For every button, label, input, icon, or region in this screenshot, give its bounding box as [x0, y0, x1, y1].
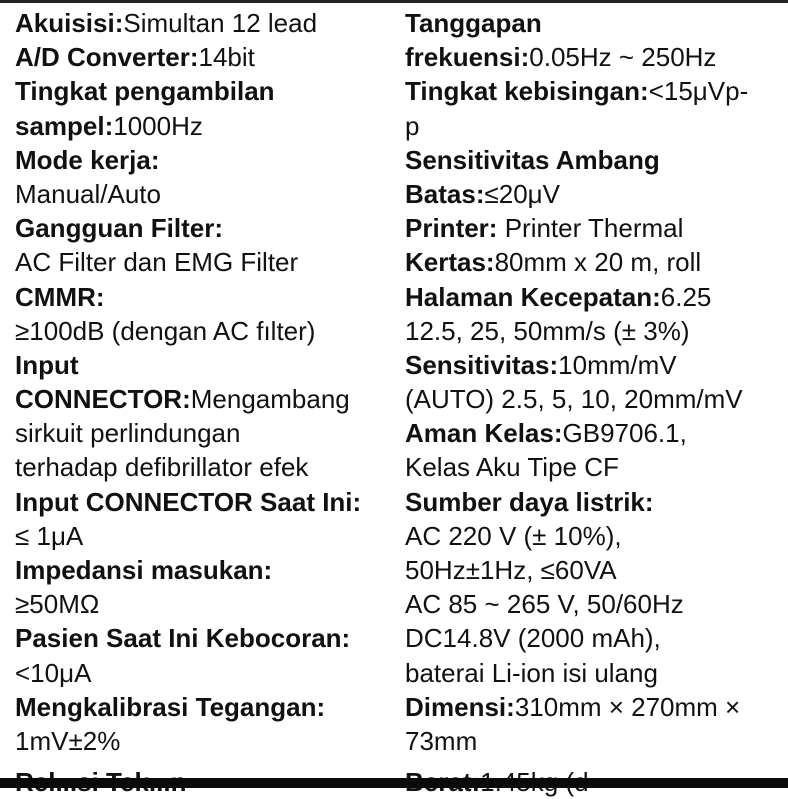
spec-value: baterai Li-ion isi ulang [405, 657, 658, 688]
spec-value: <10μA [15, 657, 92, 688]
spec-line [405, 656, 781, 690]
spec-label: Halaman Kecepatan: [405, 281, 661, 312]
spec-line [15, 314, 391, 348]
spec-column-right [405, 6, 781, 758]
spec-value: 80mm x 20 m, roll [494, 247, 702, 278]
spec-value: Simultan 12 lead [123, 8, 318, 38]
spec-value: (AUTO) 2.5, 5, 10, 20mm/mV [405, 384, 743, 415]
spec-line [405, 621, 781, 655]
spec-label: Printer: [405, 213, 498, 244]
bottom-border [0, 778, 788, 788]
spec-label: frekuensi: [405, 42, 530, 73]
spec-line [15, 621, 391, 655]
spec-line [15, 211, 391, 245]
spec-label: Impedansi masukan: [15, 555, 273, 585]
spec-line [15, 656, 391, 690]
spec-line [15, 553, 391, 587]
spec-value: 14bit [198, 42, 255, 73]
spec-value: ≤20μV [484, 178, 560, 209]
spec-line [15, 485, 391, 519]
spec-label: A/D Converter: [15, 42, 199, 73]
spec-line [15, 109, 391, 143]
spec-line [405, 280, 781, 314]
spec-line [15, 177, 391, 211]
spec-label: Dimensi: [405, 691, 515, 722]
spec-value: GB9706.1, [562, 418, 687, 449]
spec-line [405, 519, 781, 553]
spec-label: CMMR: [15, 281, 105, 312]
spec-value: 50Hz±1Hz, ≤60VA [405, 555, 617, 585]
spec-label: Gangguan Filter: [15, 213, 223, 244]
spec-value: ≥50MΩ [15, 589, 100, 620]
spec-column-left [15, 6, 391, 758]
spec-value: AC Filter dan EMG Filter [15, 247, 299, 278]
spec-line [15, 382, 391, 416]
spec-line [405, 314, 781, 348]
spec-line [15, 450, 391, 484]
spec-line [15, 74, 391, 108]
spec-value: sirkuit perlindungan [15, 418, 241, 449]
spec-line [15, 587, 391, 621]
spec-value: AC 220 V (± 10%), [405, 520, 622, 551]
spec-line [15, 519, 391, 553]
spec-line [405, 6, 781, 40]
spec-line [15, 143, 391, 177]
spec-line [405, 74, 781, 108]
spec-label: Input [15, 349, 79, 380]
spec-value: 310mm × 270mm × [514, 691, 741, 722]
spec-line [405, 245, 781, 279]
spec-line [405, 553, 781, 587]
spec-label: Akuisisi: [15, 8, 124, 38]
spec-value: Kelas Aku Tipe CF [405, 452, 619, 483]
spec-label: Batas: [405, 178, 485, 209]
spec-line [405, 109, 781, 143]
spec-label: Input CONNECTOR Saat Ini: [15, 486, 362, 517]
spec-label: Tingkat kebisingan: [405, 76, 649, 107]
spec-label: Mode kerja: [15, 144, 160, 175]
spec-label: sampel: [15, 110, 114, 141]
spec-line [405, 211, 781, 245]
spec-value: DC14.8V (2000 mAh), [405, 623, 661, 654]
spec-line [405, 382, 781, 416]
spec-value: 1000Hz [113, 110, 203, 141]
spec-value: 0.05Hz ~ 250Hz [529, 42, 717, 73]
spec-label: Sumber daya listrik: [405, 486, 654, 517]
spec-value: 6.25 [660, 281, 712, 312]
spec-value: Mengambang [190, 384, 350, 415]
spec-value: ≥100dB (dengan AC fılter) [15, 315, 316, 346]
spec-label: Tanggapan [405, 8, 542, 38]
spec-value: <15μVp- [648, 76, 749, 107]
spec-line [405, 177, 781, 211]
spec-line [405, 485, 781, 519]
spec-line [405, 690, 781, 724]
spec-line [15, 280, 391, 314]
spec-label: Kertas: [405, 247, 495, 278]
spec-value: 73mm [405, 725, 478, 756]
spec-value: ≤ 1μA [15, 520, 84, 551]
spec-value: terhadap defibrillator efek [15, 452, 309, 483]
spec-label: Mengkalibrasi Tegangan: [15, 691, 326, 722]
spec-value: 10mm/mV [558, 349, 677, 380]
spec-label: Sensitivitas: [405, 349, 559, 380]
spec-value: Printer Thermal [497, 213, 684, 244]
spec-line [15, 40, 391, 74]
spec-line [15, 6, 391, 40]
spec-line [405, 143, 781, 177]
spec-label: Pasien Saat Ini Kebocoran: [15, 623, 351, 654]
spec-value: Manual/Auto [15, 178, 161, 209]
spec-line [15, 245, 391, 279]
spec-line [405, 348, 781, 382]
spec-label: CONNECTOR: [15, 384, 191, 415]
spec-label: Sensitivitas Ambang [405, 144, 660, 175]
spec-line [405, 724, 781, 758]
spec-line [405, 450, 781, 484]
spec-line [405, 587, 781, 621]
spec-line [15, 416, 391, 450]
spec-line [405, 40, 781, 74]
top-border [0, 0, 788, 3]
spec-label: Aman Kelas: [405, 418, 563, 449]
spec-value: AC 85 ~ 265 V, 50/60Hz [405, 589, 684, 620]
spec-label: Tingkat pengambilan [15, 76, 275, 107]
spec-line [405, 416, 781, 450]
spec-line [15, 724, 391, 758]
spec-value: p [405, 110, 420, 141]
spec-line [15, 348, 391, 382]
spec-value: 12.5, 25, 50mm/s (± 3%) [405, 315, 690, 346]
spec-value: 1mV±2% [15, 725, 121, 756]
spec-line [15, 690, 391, 724]
